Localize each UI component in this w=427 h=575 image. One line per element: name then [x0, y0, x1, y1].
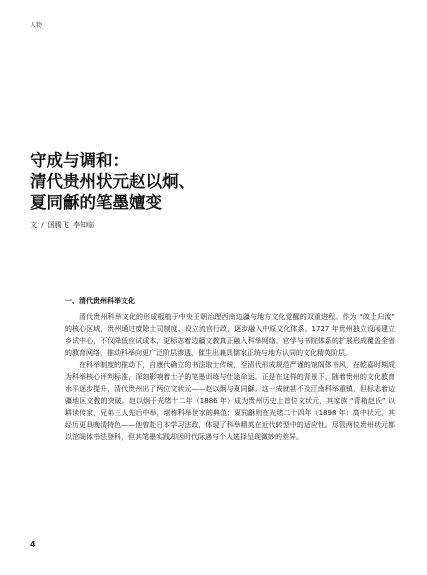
paragraph-1: 清代贵州科举文化的形成根植于中央王朝治理西南边疆与地方文化觉醒的双重进程。作为 “改土归流” 的核心区域，贵州通过废除土司制度、设立流官行政，逐步融入中原文化体系。1727 年贵州独立设闱建立乡试中心，不仅降低应试成本，更标志着边疆文教真正融入科举网络。官学与书院体系的扩展形成覆盖全省的教育网络，推动科举向更广泛阶层渗透，催生出兼具儒家正统与地方认同的文化精英阶层。	[65, 313, 395, 357]
article-body	[65, 311, 395, 443]
title-line-3: 夏同龢的笔墨嬗变	[30, 193, 162, 212]
title-line-2: 清代贵州状元赵以炯、	[30, 172, 195, 191]
section-heading: 一、清代贵州科举文化	[65, 297, 135, 305]
article-title	[30, 150, 400, 213]
title-line-1: 守成与调和：	[30, 151, 129, 170]
page-number: 4	[30, 540, 36, 549]
paragraph-2: 在科举制度的推动下，自康代确立的书法取士传统，至清代形成规范严谨的馆阁体书风，在乾嘉时期成为科举核心评判标准，深刻影响着士子的笔墨训练与仕途命运。正是在这样的背景下，随着贵州的文化教育水平逐步提升，清代贵州出了两位文状元——赵以炯与夏同龢。这一成就甚不及江南科举重镇，但标志着边疆地区文教的突破。赵以炯于光绪十二年（1886 年）成为贵州历史上首位文状元，其家族 “青箱赵氏” 以耕读传家，兄弟三人先后中举，堪称科举世家的典范；夏同龢则在光绪二十四年（1898 年）高中状元，其经历更具晚清特色——他曾赴日本学习法政，体现了科举精英在近代转型中的适应性。尽管两位贵州状元都以馆阁体书法登科，但其笔墨实践却因时代际遇与个人选择呈现微妙的差异。	[65, 361, 395, 441]
section-tag: 人物	[30, 22, 43, 29]
author-byline: 文 / 国腾飞 李知临	[30, 221, 95, 229]
